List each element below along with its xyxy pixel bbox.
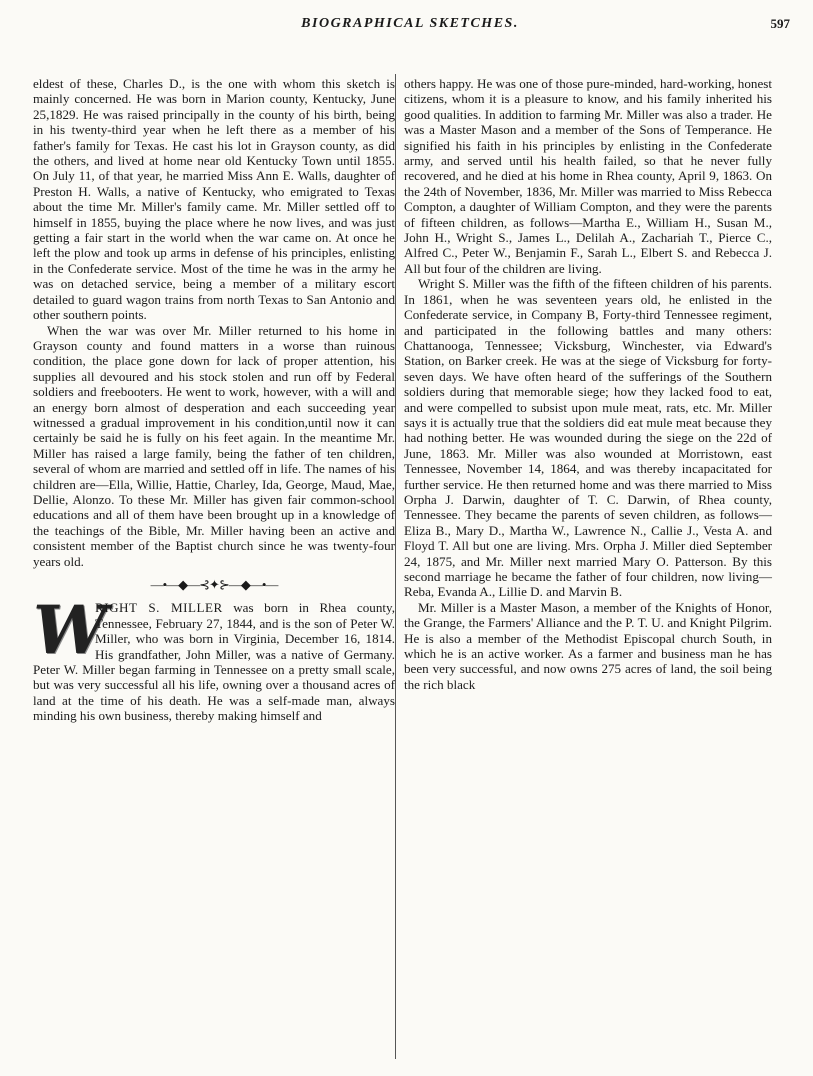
column-divider [395,74,396,1059]
page-number: 597 [770,16,790,31]
paragraph-war-service: Wright S. Miller was the fifth of the fifteen children of his parents. In 1861, when he was seventeen years old, he enlisted in the Confederate service, in Company B, Forty-third Tennessee regiment, and participated in the following battles and many others: Chattanooga, Tennessee; Vicksburg, Winchester, via Edward's Station, on Barker creek. He was at the siege of Vicksburg for forty-seven days. We have often heard of the sufferings of the Southern soldiers during that memorable siege; how they lacked food to eat, and were compelled to subsist upon mule meat, rats, etc. Mr. Miller says it is actually true that the soldiers did eat mule meat because they had nothing better. He was wounded during the siege on the 22d of June, 1863. Mr. Miller was also wounded at Morristown, east Tennessee, November 14, 1864, and was thereby incapacitated for further service. He then returned home and was there married to Miss Orpha J. Darwin, daughter of T. C. Darwin, of Rhea county, Tennessee. They became the parents of seven children, as follows—Eliza B., Mary D., Martha W., Lawrence N., Callie J., Vesta A. and Floyd T. All but one are living. Mrs. Orpha J. Miller died September 24, 1875, and Mr. Miller next married Mary O. Patterson. By this second marriage he became the father of four children, now living—Reba, Evanda A., Lillie D. and Marvin B. [404,276,772,600]
paragraph-after-war: When the war was over Mr. Miller returned to his home in Grayson county and found matters in a worse than ruinous condition, the place gone down for lack of proper attention, his supplies all devoured and his stock stolen and run off by Federal soldiers and freebooters. He went to work, however, with a will and an energy born almost of desperation and each succeeding year witnessed a gradual improvement in his condition,until now it can certainly be said he is fully on his feet again. In the meantime Mr. Miller has raised a large family, being the father of ten children, several of whom are married and settled off in life. The names of his children are—Ella, Willie, Hattie, Charley, Ida, George, Maud, Mae, Dellie, Alonzo. To these Mr. Miller has given fair common-school educations and all of them have been brought up in a knowledge of the teachings of the Bible, Mr. Miller having been an active and consistent member of the Baptist church since he was twenty-four years old. [33,322,395,569]
page-header [30,16,790,38]
wright-miller-intro [33,591,395,724]
section-ornament: —•—◆—⊰✦⊱—◆—•— [150,577,278,592]
right-column [404,76,772,692]
left-column [33,76,395,724]
drop-cap-letter: W [33,591,108,670]
paragraph-text: was born in Rhea county, Tennessee, February 27, 1844, and is the son of Peter W. Miller, who was born in Virginia, December 16, 1814. His grandfather, John Miller, was a native of Germany. Peter W. Miller began farming in Tennessee on a pretty small scale, but was very successful all his life, owning over a thousand acres of land at the time of his death. He was a self-made man, always minding his own business, thereby making himself and [33,600,395,724]
paragraph-memberships: Mr. Miller is a Master Mason, a member of the Knights of Honor, the Grange, the Farmers' Alliance and the P. T. U. and Knight Pilgrim. He is also a member of the Methodist Episcopal church South, in which he is an active worker. As a farmer and business man he has been very successful, and now owns 275 acres of land, the soil being the rich black [404,599,772,692]
subject-name: RIGHT S. MILLER [95,600,223,616]
running-head: BIOGRAPHICAL SKETCHES. [301,16,519,31]
paragraph-peter-miller: others happy. He was one of those pure-minded, hard-working, honest citizens, whom it is a pleasure to know, and his family inherited his good qualities. In addition to farming Mr. Miller was also a trader. He was a Master Mason and a member of the Sons of Temperance. He signified his faith in his principles by enlisting in the Confederate army, and served until his health failed, so that he never fully recovered, and he died at his home in Rhea county, April 9, 1863. On the 24th of November, 1836, Mr. Miller was married to Miss Rebecca Compton, a daughter of William Compton, and they were the parents of fifteen children, as follows—Martha E., William H., Susan M., John H., Wright S., James L., Delilah A., Zachariah T., Pierce C., Alfred C., Peter W., Benjamin F., Sarah L., Elbert S. and Rebecca J. All but four of the children are living. [404,76,772,276]
paragraph-charles-miller: eldest of these, Charles D., is the one with whom this sketch is mainly concerned. He was born in Marion county, Kentucky, June 25,1829. He was raised principally in the county of his birth, being in his twenty-third year when he left there as a member of his father's family for Texas. He cast his lot in Grayson county, as did the others, and lived at home near old Kentucky Town until 1855. On July 11, of that year, he married Miss Ann E. Walls, daughter of Preston H. Walls, a native of Kentucky, who emigrated to Texas about the time Mr. Miller's family came. Mr. Miller settled off to himself in 1855, buying the place where he now lives, and was just getting a fair start in the world when the war came on. At once he left the plow and took up arms in defense of his principles, enlisting in the Confederate service. Most of the time he was in the army he was on detached service, being a member of a military escort detailed to guard wagon trains from north Texas to San Antonio and other southern points. [33,76,395,323]
